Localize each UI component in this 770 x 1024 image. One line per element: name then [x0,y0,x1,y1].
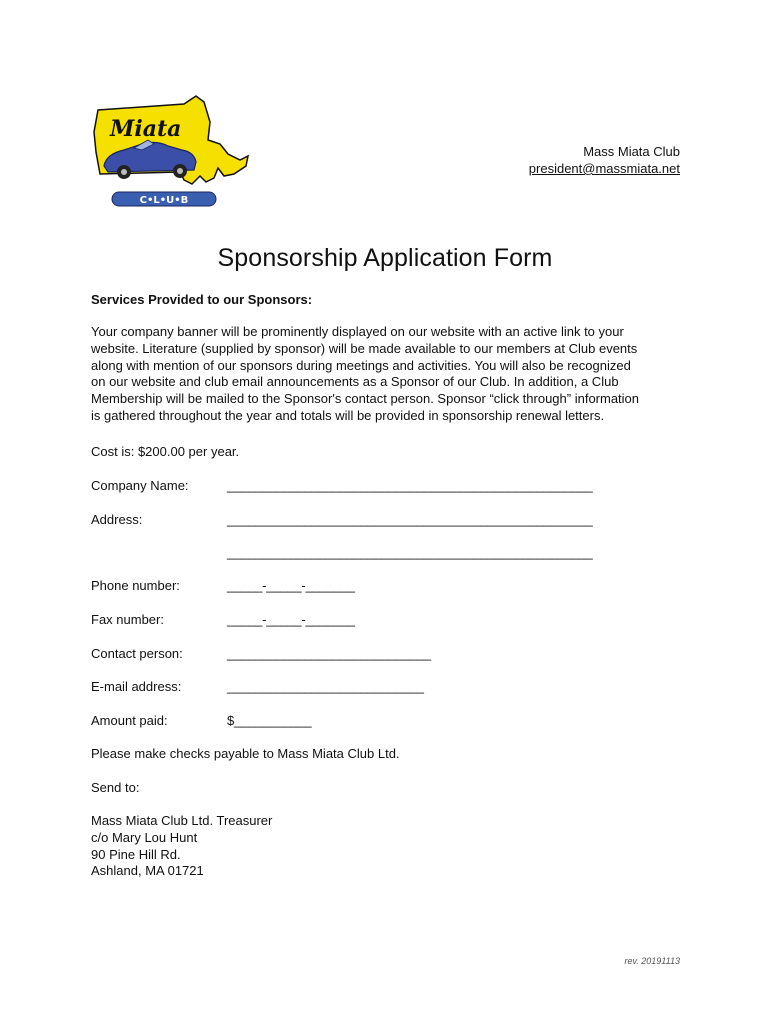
contact-person-field[interactable]: _____________________________ [227,646,431,661]
address-line: c/o Mary Lou Hunt [91,829,198,845]
amount-paid-label: Amount paid: [91,713,168,728]
phone-number-field[interactable]: _____-_____-_______ [227,578,355,593]
mailing-address [91,813,272,880]
intro-line: Membership will be mailed to the Sponsor's contact person. Sponsor “click through” information [91,391,640,407]
club-badge-text: C•L•U•B [139,195,189,206]
fax-number-label: Fax number: [91,612,164,627]
intro-line: on our website and club email announcements as a Sponsor of our Club. In addition, a Club [91,374,619,390]
address-label: Address: [91,512,143,527]
send-to-label: Send to: [91,780,140,795]
address-line: 90 Pine Hill Rd. [91,846,181,862]
email-address-field[interactable]: ____________________________ [227,679,424,694]
intro-line: along with mention of our sponsors during meetings and activities. You will also be recognized [91,357,631,373]
contact-person-label: Contact person: [91,646,183,661]
amount-paid-field[interactable]: $___________ [227,713,312,728]
intro-line: Your company banner will be prominently displayed on our website with an active link to your [91,324,624,339]
intro-line: is gathered throughout the year and totals will be provided in sponsorship renewal letters. [91,407,605,423]
checks-payable-note: Please make checks payable to Mass Miata Club Ltd. [91,746,400,761]
club-name: Mass Miata Club [583,144,680,159]
address-field-line-1[interactable]: ____________________________________________________ [227,512,593,527]
phone-number-label: Phone number: [91,578,180,593]
header-contact [529,143,680,177]
address-field-line-2[interactable]: ____________________________________________________ [227,545,593,560]
mass-miata-club-logo [88,92,250,210]
company-name-field[interactable]: ____________________________________________________ [227,478,593,493]
address-line: Mass Miata Club Ltd. Treasurer [91,813,273,828]
revision-note: rev. 20191113 [624,956,680,966]
company-name-label: Company Name: [91,478,189,493]
email-address-label: E-mail address: [91,679,182,694]
cost-text: Cost is: $200.00 per year. [91,444,240,459]
intro-line: website. Literature (supplied by sponsor) will be made available to our members at Club events [91,340,638,356]
logo-wordmark: Miata [110,116,182,142]
club-email-link[interactable]: president@massmiata.net [528,161,680,176]
intro-paragraph [91,324,691,425]
page-title: Sponsorship Application Form [217,244,553,272]
services-heading: Services Provided to our Sponsors: [91,292,313,307]
address-line: Ashland, MA 01721 [91,863,204,879]
fax-number-field[interactable]: _____-_____-_______ [227,612,355,627]
